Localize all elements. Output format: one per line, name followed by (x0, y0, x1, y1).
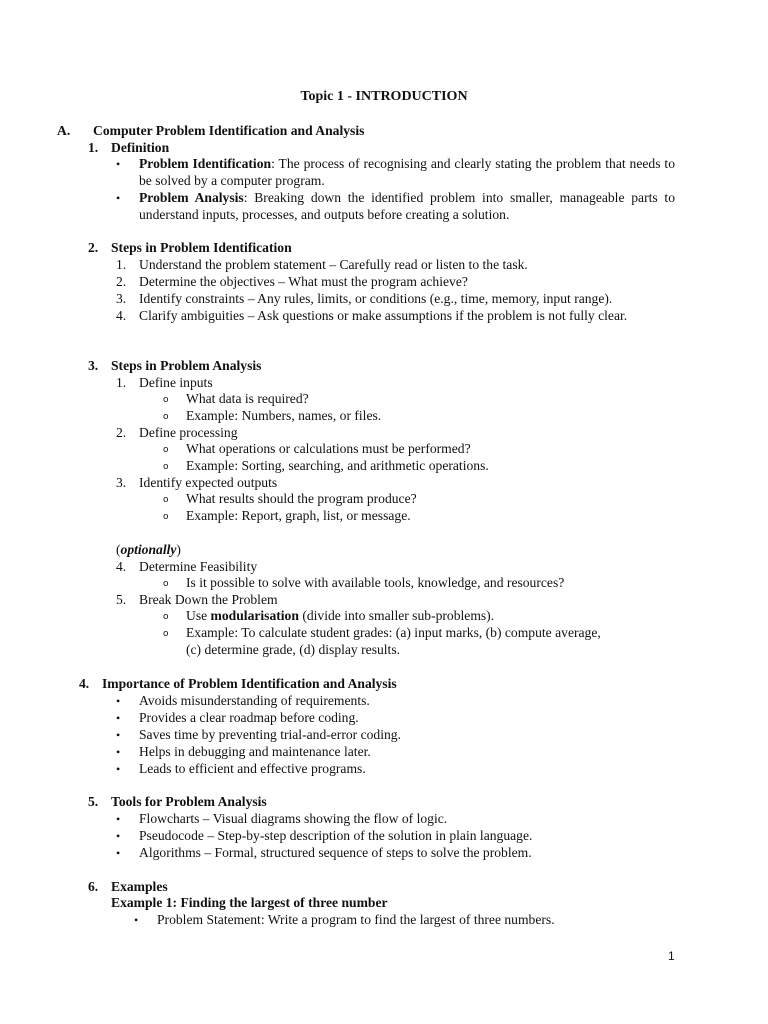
list-item: Define inputs (139, 375, 213, 390)
section-letter: A. (57, 123, 71, 138)
circle-bullet-icon: o (163, 395, 169, 405)
sub-list-item: Example: Numbers, names, or files. (186, 408, 382, 423)
list-number: 3. (116, 475, 127, 490)
list-item: Avoids misunderstanding of requirements. (139, 693, 370, 708)
section-2-heading: Steps in Problem Identification (111, 240, 292, 255)
optional-label: optionally (120, 542, 177, 557)
list-item: Saves time by preventing trial-and-error coding. (139, 727, 401, 742)
list-number: 4. (116, 308, 127, 323)
list-number: 1. (116, 257, 127, 272)
bullet-icon: • (116, 762, 121, 776)
sub-list-item: What results should the program produce? (186, 491, 417, 506)
list-item: Pseudocode – Step-by-step description of the solution in plain language. (139, 828, 533, 843)
list-item: Break Down the Problem (139, 592, 278, 607)
list-item: Determine Feasibility (139, 559, 258, 574)
example-heading: Example 1: Finding the largest of three number (111, 895, 388, 910)
section-3-number: 3. (88, 358, 99, 373)
optional-close: ) (176, 542, 181, 557)
definition-text: : The process of recognising and clearly stating the problem that needs to be solved by a computer program. (139, 156, 675, 188)
circle-bullet-icon: o (163, 629, 169, 639)
list-item: Understand the problem statement – Carefully read or listen to the task. (139, 257, 528, 272)
circle-bullet-icon: o (163, 512, 169, 522)
bullet-icon: • (116, 711, 121, 725)
page-number: 1 (668, 949, 675, 963)
sub-list-item: Example: Report, graph, list, or message. (186, 508, 411, 523)
list-item: Identify expected outputs (139, 475, 278, 490)
bullet-icon: • (116, 846, 121, 860)
bullet-icon: • (116, 829, 121, 843)
sub-list-item: Is it possible to solve with available tools, knowledge, and resources? (186, 575, 565, 590)
definition-text: : Breaking down the identified problem into smaller, manageable parts to understand inputs, processes, and outputs before creating a solution. (139, 190, 675, 222)
section-1-heading: Definition (111, 140, 170, 155)
sub-list-item: Example: Sorting, searching, and arithmetic operations. (186, 458, 489, 473)
list-number: 1. (116, 375, 127, 390)
sub-list-item: Example: To calculate student grades: (a) input marks, (b) compute average, (186, 625, 601, 640)
optional-note (116, 541, 181, 558)
list-item: Algorithms – Formal, structured sequence of steps to solve the problem. (139, 845, 532, 860)
section-6-number: 6. (88, 879, 99, 894)
circle-bullet-icon: o (163, 579, 169, 589)
bullet-icon: • (116, 157, 121, 171)
definition-item (139, 189, 675, 223)
list-number: 5. (116, 592, 127, 607)
sub-list-item: What operations or calculations must be performed? (186, 441, 471, 456)
sub-list-item-continued: (c) determine grade, (d) display results. (186, 642, 401, 657)
optional-open: ( (116, 542, 121, 557)
list-item: Identify constraints – Any rules, limits, or conditions (e.g., time, memory, input range). (139, 291, 613, 306)
section-4-heading: Importance of Problem Identification and Analysis (102, 676, 397, 691)
definition-term: Problem Analysis (139, 190, 244, 205)
page-title: Topic 1 - INTRODUCTION (300, 89, 468, 104)
list-number: 4. (116, 559, 127, 574)
list-number: 2. (116, 274, 127, 289)
sub-item-text: (divide into smaller sub-problems). (298, 608, 495, 623)
circle-bullet-icon: o (163, 445, 169, 455)
list-item: Leads to efficient and effective programs. (139, 761, 366, 776)
bullet-icon: • (116, 694, 121, 708)
list-item: Flowcharts – Visual diagrams showing the flow of logic. (139, 811, 448, 826)
list-item: Define processing (139, 425, 238, 440)
sub-item-text: Use (186, 608, 211, 623)
section-1-number: 1. (88, 140, 99, 155)
section-5-heading: Tools for Problem Analysis (111, 794, 267, 809)
section-2-number: 2. (88, 240, 99, 255)
list-item: Provides a clear roadmap before coding. (139, 710, 359, 725)
section-6-heading: Examples (111, 879, 168, 894)
bullet-icon: • (116, 191, 121, 205)
bullet-icon: • (116, 728, 121, 742)
circle-bullet-icon: o (163, 412, 169, 422)
sub-list-item (186, 607, 494, 624)
bullet-icon: • (116, 812, 121, 826)
sub-list-item: What data is required? (186, 391, 309, 406)
circle-bullet-icon: o (163, 495, 169, 505)
circle-bullet-icon: o (163, 462, 169, 472)
list-number: 3. (116, 291, 127, 306)
list-item: Clarify ambiguities – Ask questions or make assumptions if the problem is not fully clear. (139, 308, 628, 323)
list-item: Determine the objectives – What must the program achieve? (139, 274, 468, 289)
bullet-icon: • (116, 745, 121, 759)
definition-term: Problem Identification (139, 156, 272, 171)
section-3-heading: Steps in Problem Analysis (111, 358, 262, 373)
section-heading: Computer Problem Identification and Analysis (93, 123, 365, 138)
bullet-icon: • (134, 913, 139, 927)
section-5-number: 5. (88, 794, 99, 809)
list-number: 2. (116, 425, 127, 440)
definition-item (139, 155, 675, 189)
list-item: Problem Statement: Write a program to find the largest of three numbers. (157, 912, 555, 927)
circle-bullet-icon: o (163, 612, 169, 622)
sub-item-bold: modularisation (210, 608, 299, 623)
section-4-number: 4. (79, 676, 90, 691)
list-item: Helps in debugging and maintenance later. (139, 744, 371, 759)
